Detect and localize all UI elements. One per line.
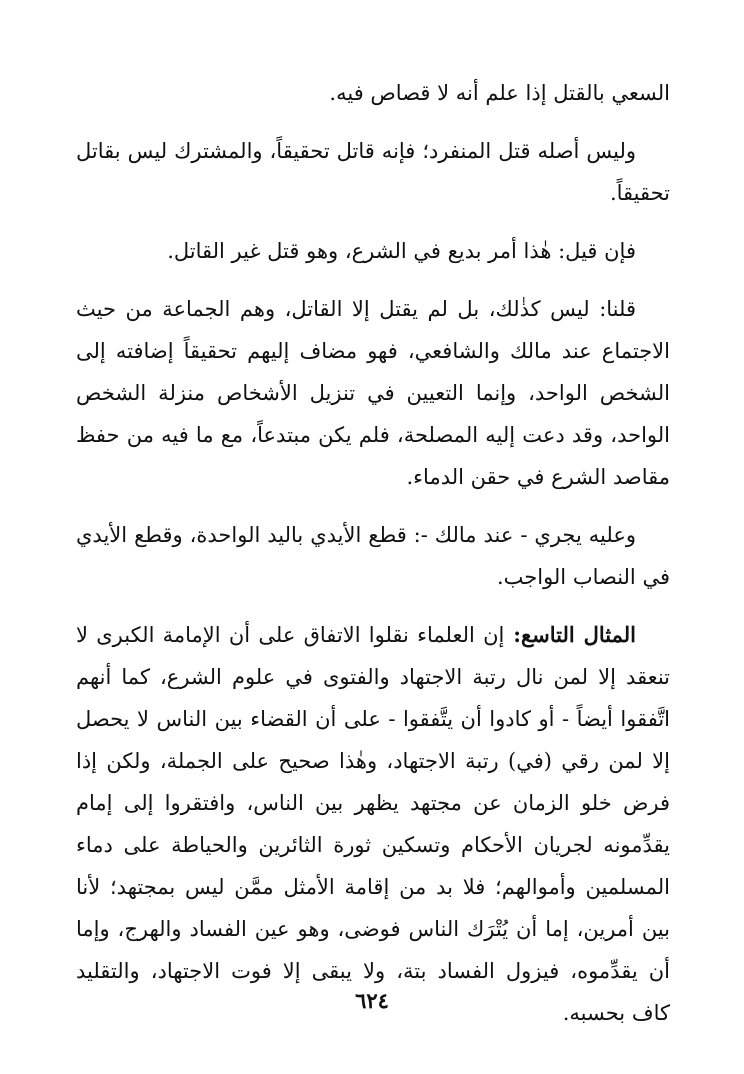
page-body — [76, 72, 670, 1050]
paragraph-4 — [76, 288, 670, 498]
paragraph-4-text: قلنا: ليس كذٰلك، بل لم يقتل إلا القاتل، وهم الجماعة من حيث الاجتماع عند مالك والشافعي، فهو مضاف إليهم تحقيقاً إضافته إلى الشخص الواحد، وإنما التعيين في تنزيل الأشخاص منزلة الشخص الواحد، وقد دعت إليه المصلحة، فلم يكن مبتدعاً، مع ما فيه من حفظ مقاصد الشرع في حقن الدماء. — [76, 297, 670, 489]
paragraph-6 — [76, 614, 670, 1034]
paragraph-1-text: السعي بالقتل إذا علم أنه لا قصاص فيه. — [329, 81, 670, 105]
paragraph-5 — [76, 514, 670, 598]
paragraph-3 — [76, 230, 670, 272]
paragraph-1 — [76, 72, 670, 114]
paragraph-2 — [76, 130, 670, 214]
paragraph-2-text: وليس أصله قتل المنفرد؛ فإنه قاتل تحقيقاً، والمشترك ليس بقاتل تحقيقاً. — [76, 139, 670, 205]
example-nine-heading: المثال التاسع: — [504, 622, 636, 647]
page-number: ٦٢٤ — [355, 988, 389, 1013]
paragraph-3-text: فإن قيل: هٰذا أمر بديع في الشرع، وهو قتل غير القاتل. — [167, 239, 636, 263]
paragraph-6-text: إن العلماء نقلوا الاتفاق على أن الإمامة الكبرى لا تنعقد إلا لمن نال رتبة الاجتهاد والفتوى في علوم الشرع، كما أنهم اتَّفقوا أيضاً - أو كادوا أن يتَّفقوا - على أن القضاء بين الناس لا يحصل إلا لمن رقي (في) رتبة الاجتهاد، وهٰذا صحيح على الجملة، ولكن إذا فرض خلو الزمان عن مجتهد يظهر بين الناس، وافتقروا إلى إمام يقدِّمونه لجريان الأحكام وتسكين ثورة الثائرين والحياطة على دماء المسلمين وأموالهم؛ فلا بد من إقامة الأمثل ممَّن ليس بمجتهد؛ لأنا بين أمرين، إما أن يُتْرَك الناس فوضى، وهو عين الفساد والهرج، وإما أن يقدِّموه، فيزول الفساد بتة، ولا يبقى إلا فوت الاجتهاد، والتقليد كاف بحسبه. — [76, 623, 670, 1025]
paragraph-5-text: وعليه يجري - عند مالك -: قطع الأيدي باليد الواحدة، وقطع الأيدي في النصاب الواجب. — [76, 523, 670, 589]
